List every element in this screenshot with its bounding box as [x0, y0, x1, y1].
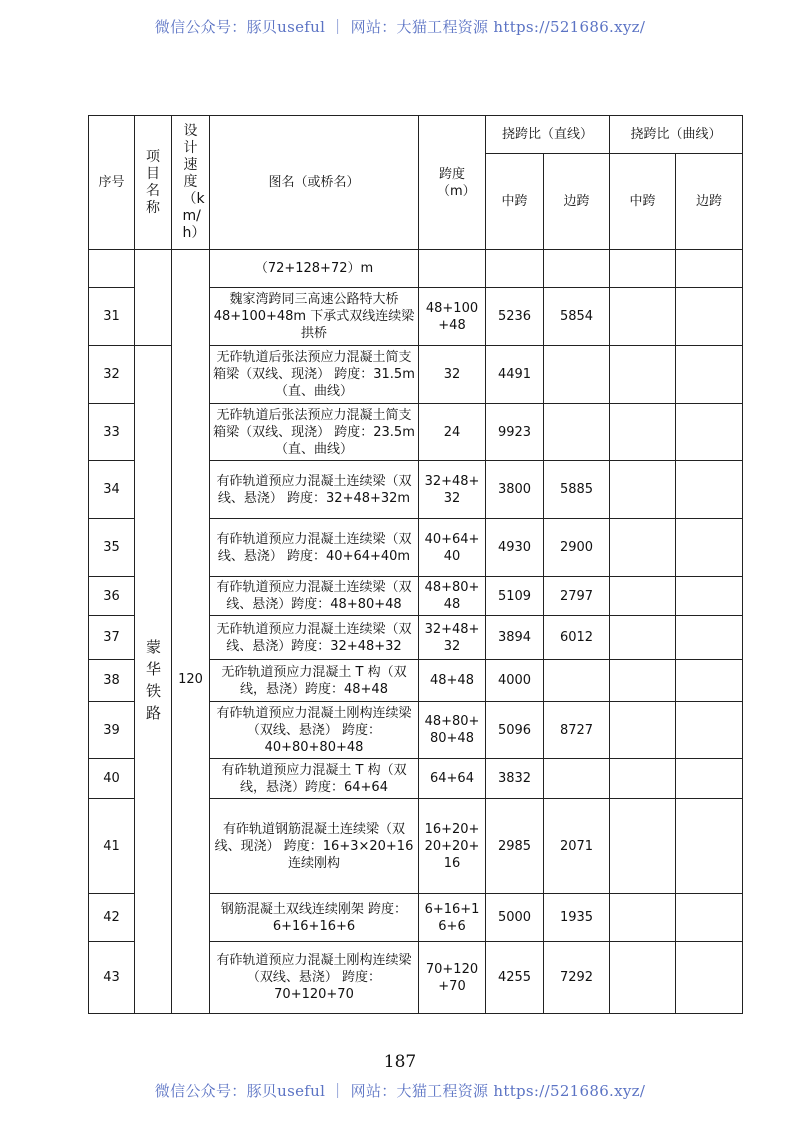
cell-drawing-name: 有砟轨道预应力混凝土连续梁（双线、悬浇） 跨度：32+48+32m: [210, 461, 419, 519]
cell-mid-curve: [610, 942, 676, 1014]
cell-mid-straight: 9923: [486, 404, 544, 461]
cell-side-straight: [544, 346, 610, 404]
header-ratio-straight: 挠跨比（直线）: [486, 116, 610, 154]
cell-mid-straight: 4491: [486, 346, 544, 404]
cell-side-straight: 5885: [544, 461, 610, 519]
cell-side-straight: [544, 250, 610, 288]
cell-mid-straight: 4930: [486, 519, 544, 577]
cell-span: 40+64+40: [419, 519, 486, 577]
cell-mid-curve: [610, 660, 676, 702]
cell-mid-curve: [610, 577, 676, 616]
cell-mid-straight: 5096: [486, 702, 544, 759]
cell-side-curve: [676, 616, 743, 660]
cell-side-curve: [676, 759, 743, 799]
cell-span: 64+64: [419, 759, 486, 799]
cell-side-straight: 6012: [544, 616, 610, 660]
cell-side-straight: 5854: [544, 288, 610, 346]
cell-speed: 120: [172, 346, 210, 1014]
cell-seq: 34: [89, 461, 135, 519]
cell-project-top: [135, 250, 172, 346]
cell-mid-straight: 4000: [486, 660, 544, 702]
cell-mid-straight: 3832: [486, 759, 544, 799]
watermark-bottom: 微信公众号：豚贝useful ｜ 网站：大猫工程资源 https://521686.xyz/: [154, 1082, 646, 1100]
cell-seq: 43: [89, 942, 135, 1014]
cell-span: [419, 250, 486, 288]
cell-seq: 32: [89, 346, 135, 404]
cell-span: 32+48+32: [419, 616, 486, 660]
cell-drawing-name: 钢筋混凝土双线连续刚架 跨度：6+16+16+6: [210, 894, 419, 942]
cell-mid-curve: [610, 759, 676, 799]
cell-mid-curve: [610, 346, 676, 404]
header-speed-text: 设计速度（km/h）: [182, 123, 206, 241]
cell-span: 48+80+48: [419, 577, 486, 616]
cell-drawing-name: 无砟轨道预应力混凝土连续梁（双线、悬浇）跨度：32+48+32: [210, 616, 419, 660]
header-drawing: 图名（或桥名）: [210, 116, 419, 250]
cell-side-straight: 2900: [544, 519, 610, 577]
bridge-deflection-table: [88, 115, 743, 1014]
header-mid-straight: 中跨: [486, 154, 544, 250]
page-number: 187: [383, 1052, 417, 1072]
cell-seq: [89, 250, 135, 288]
header-mid-curve: 中跨: [610, 154, 676, 250]
header-seq: 序号: [89, 116, 135, 250]
cell-mid-curve: [610, 799, 676, 894]
cell-mid-straight: 3894: [486, 616, 544, 660]
cell-span: 48+80+80+48: [419, 702, 486, 759]
cell-drawing-name: 有砟轨道预应力混凝土 T 构（双线，悬浇）跨度：64+64: [210, 759, 419, 799]
cell-span: 6+16+16+6: [419, 894, 486, 942]
header-ratio-curve: 挠跨比（曲线）: [610, 116, 743, 154]
header-speed: [172, 116, 210, 250]
cell-span: 16+20+20+20+16: [419, 799, 486, 894]
cell-seq: 40: [89, 759, 135, 799]
cell-seq: 39: [89, 702, 135, 759]
cell-drawing-name: （72+128+72）m: [210, 250, 419, 288]
cell-drawing-name: 有砟轨道预应力混凝土连续梁（双线、悬浇） 跨度：40+64+40m: [210, 519, 419, 577]
cell-mid-straight: 3800: [486, 461, 544, 519]
cell-side-curve: [676, 577, 743, 616]
cell-seq: 37: [89, 616, 135, 660]
watermark-top: 微信公众号：豚贝useful ｜ 网站：大猫工程资源 https://521686.xyz/: [154, 18, 646, 36]
table-row: [89, 346, 743, 404]
cell-side-curve: [676, 519, 743, 577]
cell-drawing-name: 有砟轨道预应力混凝土刚构连续梁（双线、悬浇） 跨度：70+120+70: [210, 942, 419, 1014]
cell-span: 70+120+70: [419, 942, 486, 1014]
header-side-curve: 边跨: [676, 154, 743, 250]
cell-seq: 31: [89, 288, 135, 346]
cell-seq: 36: [89, 577, 135, 616]
header-project-text: 项目名称: [146, 148, 160, 216]
cell-seq: 35: [89, 519, 135, 577]
cell-side-curve: [676, 942, 743, 1014]
cell-side-curve: [676, 461, 743, 519]
cell-seq: 42: [89, 894, 135, 942]
cell-side-curve: [676, 702, 743, 759]
cell-mid-curve: [610, 250, 676, 288]
cell-mid-straight: [486, 250, 544, 288]
cell-drawing-name: 有砟轨道预应力混凝土连续梁（双线、悬浇）跨度：48+80+48: [210, 577, 419, 616]
table-row: [89, 250, 743, 288]
cell-side-straight: [544, 404, 610, 461]
cell-side-straight: 2071: [544, 799, 610, 894]
header-row-1: [89, 116, 743, 154]
cell-side-curve: [676, 894, 743, 942]
cell-mid-straight: 4255: [486, 942, 544, 1014]
cell-span: 24: [419, 404, 486, 461]
cell-span: 32: [419, 346, 486, 404]
cell-mid-straight: 2985: [486, 799, 544, 894]
cell-mid-curve: [610, 702, 676, 759]
cell-side-straight: [544, 660, 610, 702]
cell-drawing-name: 有砟轨道钢筋混凝土连续梁（双线、现浇） 跨度：16+3×20+16 连续刚构: [210, 799, 419, 894]
cell-mid-curve: [610, 404, 676, 461]
cell-side-curve: [676, 404, 743, 461]
cell-drawing-name: 魏家湾跨同三高速公路特大桥 48+100+48m 下承式双线连续梁拱桥: [210, 288, 419, 346]
cell-side-curve: [676, 799, 743, 894]
cell-span: 48+48: [419, 660, 486, 702]
cell-side-straight: 1935: [544, 894, 610, 942]
cell-mid-straight: 5000: [486, 894, 544, 942]
cell-seq: 33: [89, 404, 135, 461]
cell-mid-curve: [610, 461, 676, 519]
cell-mid-straight: 5236: [486, 288, 544, 346]
cell-mid-curve: [610, 519, 676, 577]
cell-drawing-name: 无砟轨道后张法预应力混凝土简支箱梁（双线、现浇） 跨度：23.5m （直、曲线）: [210, 404, 419, 461]
header-project: [135, 116, 172, 250]
cell-mid-curve: [610, 894, 676, 942]
cell-side-straight: 8727: [544, 702, 610, 759]
cell-seq: 38: [89, 660, 135, 702]
project-name-text: 蒙华铁路: [146, 637, 162, 722]
cell-mid-curve: [610, 616, 676, 660]
cell-side-curve: [676, 346, 743, 404]
header-side-straight: 边跨: [544, 154, 610, 250]
cell-project: [135, 346, 172, 1014]
cell-seq: 41: [89, 799, 135, 894]
cell-side-curve: [676, 288, 743, 346]
cell-side-straight: 7292: [544, 942, 610, 1014]
cell-drawing-name: 无砟轨道后张法预应力混凝土简支箱梁（双线、现浇） 跨度：31.5m （直、曲线）: [210, 346, 419, 404]
cell-side-curve: [676, 250, 743, 288]
cell-speed-top: [172, 250, 210, 346]
cell-side-curve: [676, 660, 743, 702]
cell-side-straight: [544, 759, 610, 799]
cell-mid-curve: [610, 288, 676, 346]
header-span-text: 跨度（m）: [437, 166, 476, 199]
header-span: [419, 116, 486, 250]
cell-side-straight: 2797: [544, 577, 610, 616]
cell-span: 48+100+48: [419, 288, 486, 346]
cell-drawing-name: 无砟轨道预应力混凝土 T 构（双线，悬浇）跨度：48+48: [210, 660, 419, 702]
cell-drawing-name: 有砟轨道预应力混凝土刚构连续梁（双线、悬浇） 跨度：40+80+80+48: [210, 702, 419, 759]
cell-mid-straight: 5109: [486, 577, 544, 616]
cell-span: 32+48+32: [419, 461, 486, 519]
